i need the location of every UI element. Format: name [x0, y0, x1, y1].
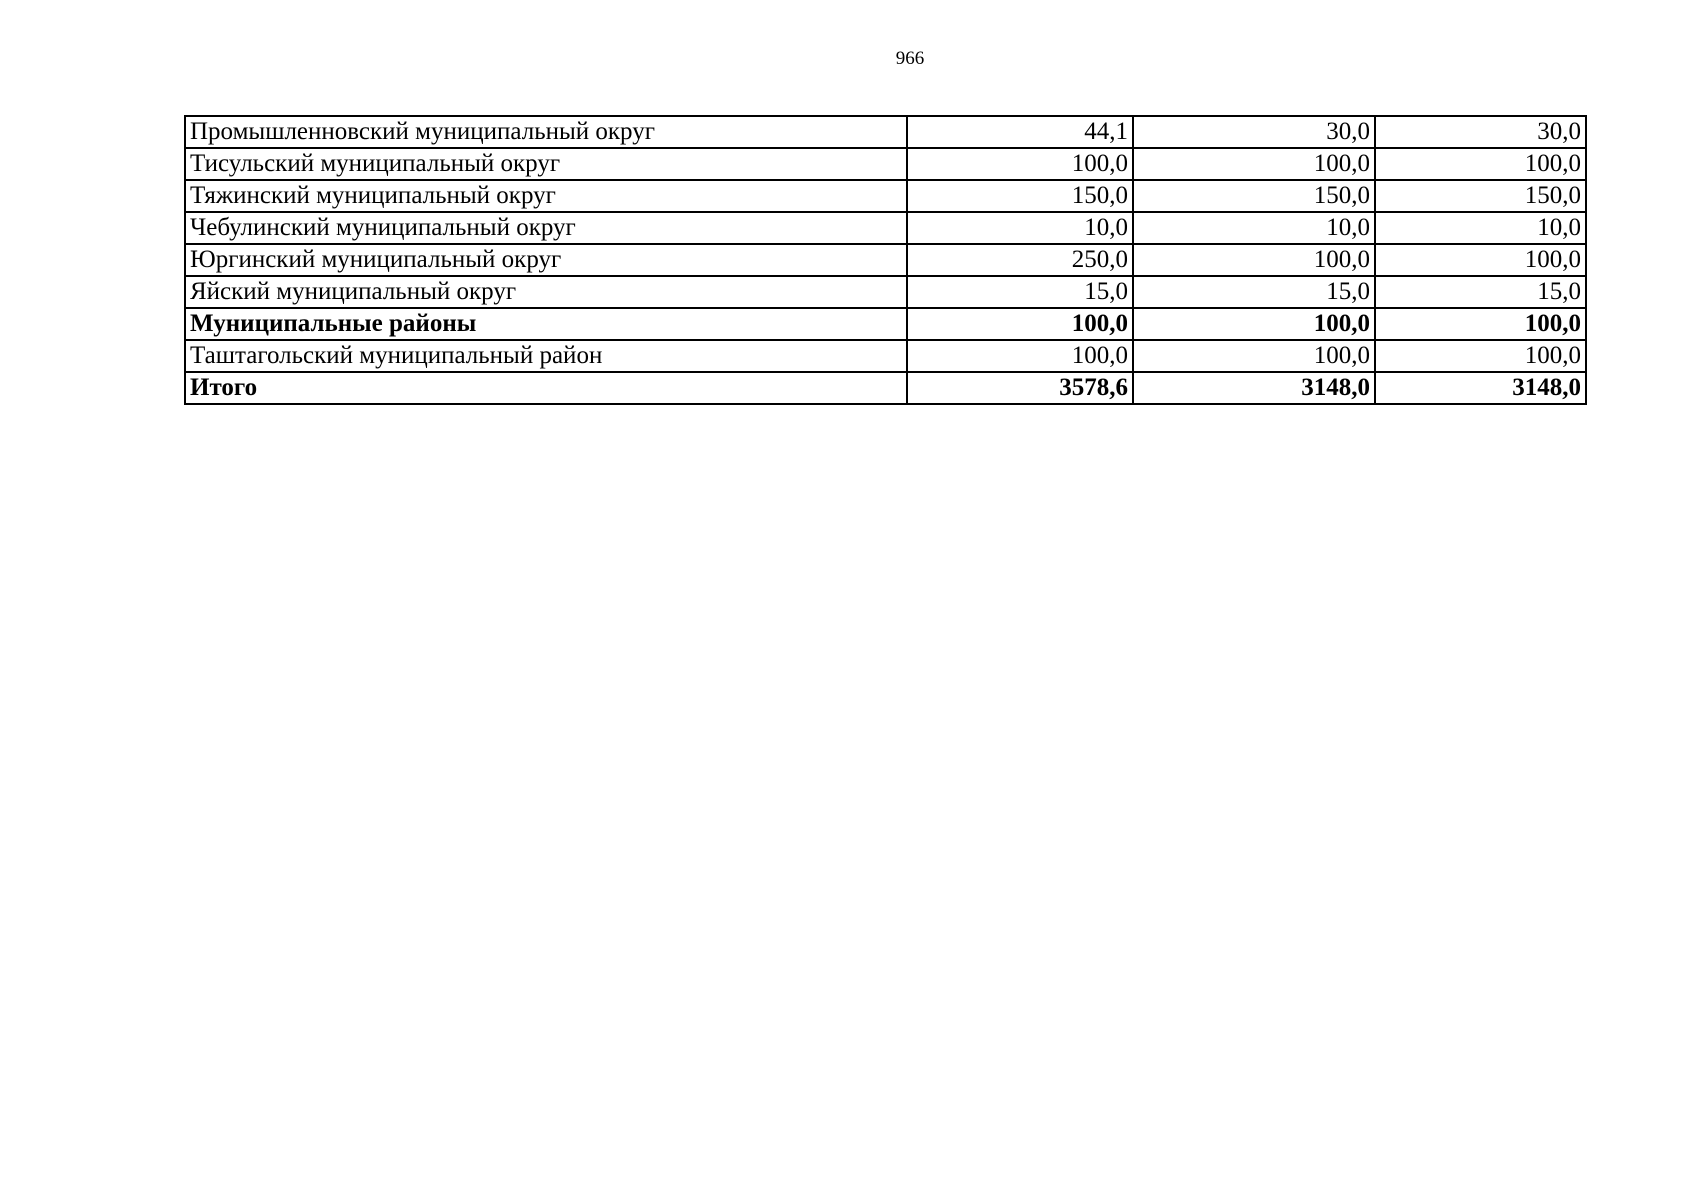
row-name: Итого: [185, 372, 907, 404]
table-row-subtotal: [185, 308, 1586, 340]
row-value-3: 100,0: [1375, 148, 1586, 180]
row-name: Промышленновский муниципальный округ: [185, 116, 907, 148]
table-row: [185, 116, 1586, 148]
row-name: Муниципальные районы: [185, 308, 907, 340]
row-value-3: 30,0: [1375, 116, 1586, 148]
table-row: [185, 148, 1586, 180]
row-value-2: 100,0: [1133, 308, 1375, 340]
row-value-1: 250,0: [907, 244, 1133, 276]
row-name: Тисульский муниципальный округ: [185, 148, 907, 180]
row-value-2: 10,0: [1133, 212, 1375, 244]
row-value-3: 150,0: [1375, 180, 1586, 212]
table-row: [185, 180, 1586, 212]
row-value-1: 15,0: [907, 276, 1133, 308]
row-value-1: 100,0: [907, 340, 1133, 372]
row-name: Таштагольский муниципальный район: [185, 340, 907, 372]
row-value-3: 3148,0: [1375, 372, 1586, 404]
table-row-total: [185, 372, 1586, 404]
row-value-2: 15,0: [1133, 276, 1375, 308]
row-value-1: 100,0: [907, 148, 1133, 180]
row-name: Юргинский муниципальный округ: [185, 244, 907, 276]
row-value-2: 100,0: [1133, 244, 1375, 276]
table-row: [185, 212, 1586, 244]
page-number: 966: [895, 48, 925, 69]
row-value-2: 150,0: [1133, 180, 1375, 212]
row-value-1: 100,0: [907, 308, 1133, 340]
table-row: [185, 340, 1586, 372]
row-value-2: 3148,0: [1133, 372, 1375, 404]
row-name: Тяжинский муниципальный округ: [185, 180, 907, 212]
row-value-3: 100,0: [1375, 340, 1586, 372]
table-row: [185, 276, 1586, 308]
table-row: [185, 244, 1586, 276]
row-value-3: 100,0: [1375, 244, 1586, 276]
allocation-table: [184, 115, 1587, 405]
row-name: Яйский муниципальный округ: [185, 276, 907, 308]
row-value-1: 150,0: [907, 180, 1133, 212]
row-value-1: 44,1: [907, 116, 1133, 148]
row-value-2: 100,0: [1133, 340, 1375, 372]
row-value-1: 10,0: [907, 212, 1133, 244]
row-value-2: 30,0: [1133, 116, 1375, 148]
row-value-1: 3578,6: [907, 372, 1133, 404]
row-name: Чебулинский муниципальный округ: [185, 212, 907, 244]
row-value-2: 100,0: [1133, 148, 1375, 180]
row-value-3: 15,0: [1375, 276, 1586, 308]
row-value-3: 100,0: [1375, 308, 1586, 340]
row-value-3: 10,0: [1375, 212, 1586, 244]
